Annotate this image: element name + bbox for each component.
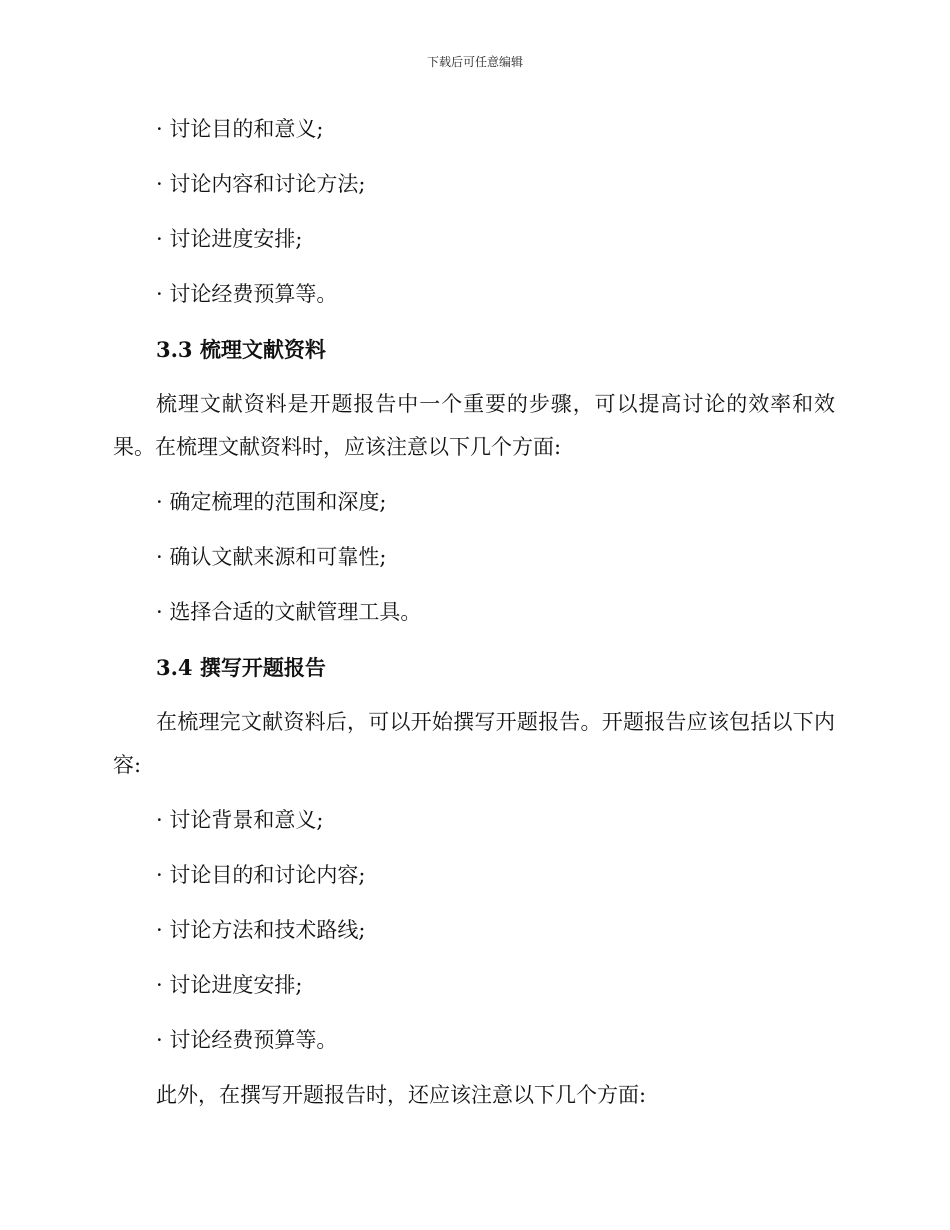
list-item: · 讨论目的和意义;: [156, 117, 324, 141]
page-header: 下载后可任意编辑: [426, 55, 523, 69]
list-item: · 讨论进度安排;: [156, 227, 303, 251]
list-item: · 讨论内容和讨论方法;: [156, 172, 366, 196]
list-item: · 选择合适的文献管理工具。: [156, 600, 422, 624]
list-item: · 确认文献来源和可靠性;: [156, 545, 387, 569]
list-item: · 讨论经费预算等。: [156, 282, 338, 306]
document-body: [113, 108, 835, 1117]
paragraph: 梳理文献资料是开题报告中一个重要的步骤，可以提高讨论的效率和效果。在梳理文献资料时，应该注意以下几个方面:: [113, 392, 835, 459]
list-item: · 讨论背景和意义;: [156, 808, 324, 832]
paragraph: 此外，在撰写开题报告时，还应该注意以下几个方面:: [156, 1083, 647, 1107]
list-item: · 讨论进度安排;: [156, 973, 303, 997]
list-item: · 讨论经费预算等。: [156, 1028, 338, 1052]
section-heading-3-3: 3.3 梳理文献资料: [156, 337, 326, 362]
list-item: · 讨论目的和讨论内容;: [156, 863, 366, 887]
list-item: · 确定梳理的范围和深度;: [156, 490, 387, 514]
paragraph: 在梳理完文献资料后，可以开始撰写开题报告。开题报告应该包括以下内容:: [113, 710, 835, 777]
list-item: · 讨论方法和技术路线;: [156, 918, 366, 942]
section-heading-3-4: 3.4 撰写开题报告: [156, 655, 326, 680]
